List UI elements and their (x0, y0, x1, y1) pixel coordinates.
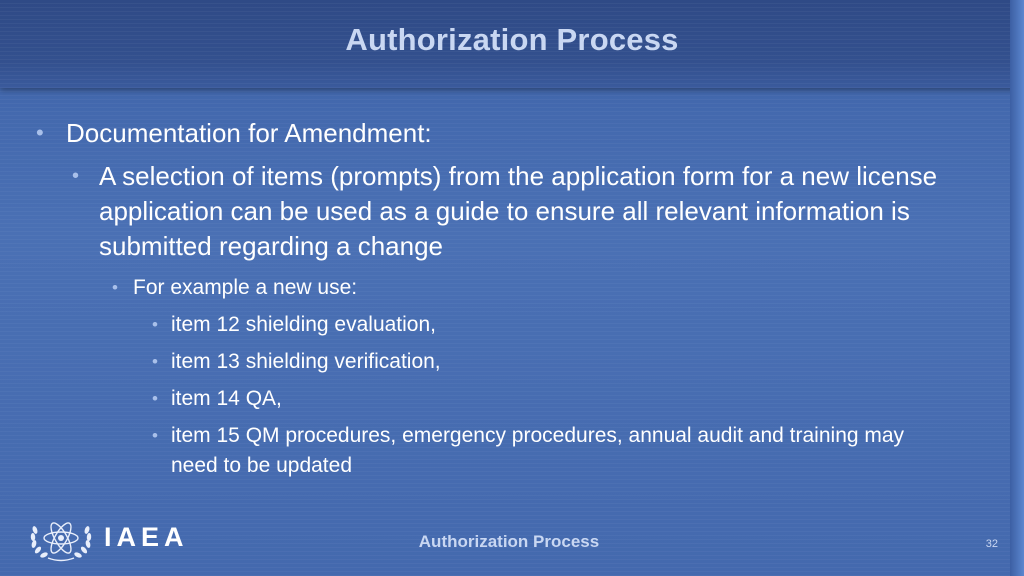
right-edge-accent (1010, 0, 1024, 576)
footer-title: Authorization Process (418, 532, 600, 551)
page-number: 32 (985, 538, 998, 550)
bullet-dot-icon: • (112, 278, 118, 297)
bullet-level-4 (152, 421, 942, 481)
bullet-dot-icon: • (152, 389, 158, 408)
bullet-dot-icon: • (152, 352, 158, 371)
bullet-text: A selection of items (prompts) from the application form for a new license application can be used as a guide to ensure all relevant information is submitted regarding a change (99, 161, 938, 261)
bullet-level-2 (72, 159, 972, 264)
title-bar (0, 0, 1024, 88)
bullet-dot-icon: • (36, 120, 44, 145)
slide-title: Authorization Process (345, 22, 679, 57)
bullet-text: item 12 shielding evaluation, (171, 313, 437, 336)
bullet-dot-icon: • (72, 165, 80, 187)
bullet-level-4 (152, 347, 942, 377)
bullet-text: item 15 QM procedures, emergency procedures, annual audit and training may need to be updated (171, 424, 905, 477)
bullet-text: item 13 shielding verification, (171, 350, 441, 373)
bullet-level-3 (112, 273, 357, 303)
bullet-text: Documentation for Amendment: (66, 118, 432, 148)
bullet-text: For example a new use: (133, 276, 358, 299)
iaea-logo-text: IAEA (104, 522, 189, 552)
bullet-dot-icon: • (152, 426, 158, 445)
bullet-level-4 (152, 384, 942, 414)
bullet-dot-icon: • (152, 315, 158, 334)
bullet-text: item 14 QA, (171, 387, 282, 410)
bullet-level-4 (152, 310, 942, 340)
bullet-level-1 (36, 115, 432, 151)
